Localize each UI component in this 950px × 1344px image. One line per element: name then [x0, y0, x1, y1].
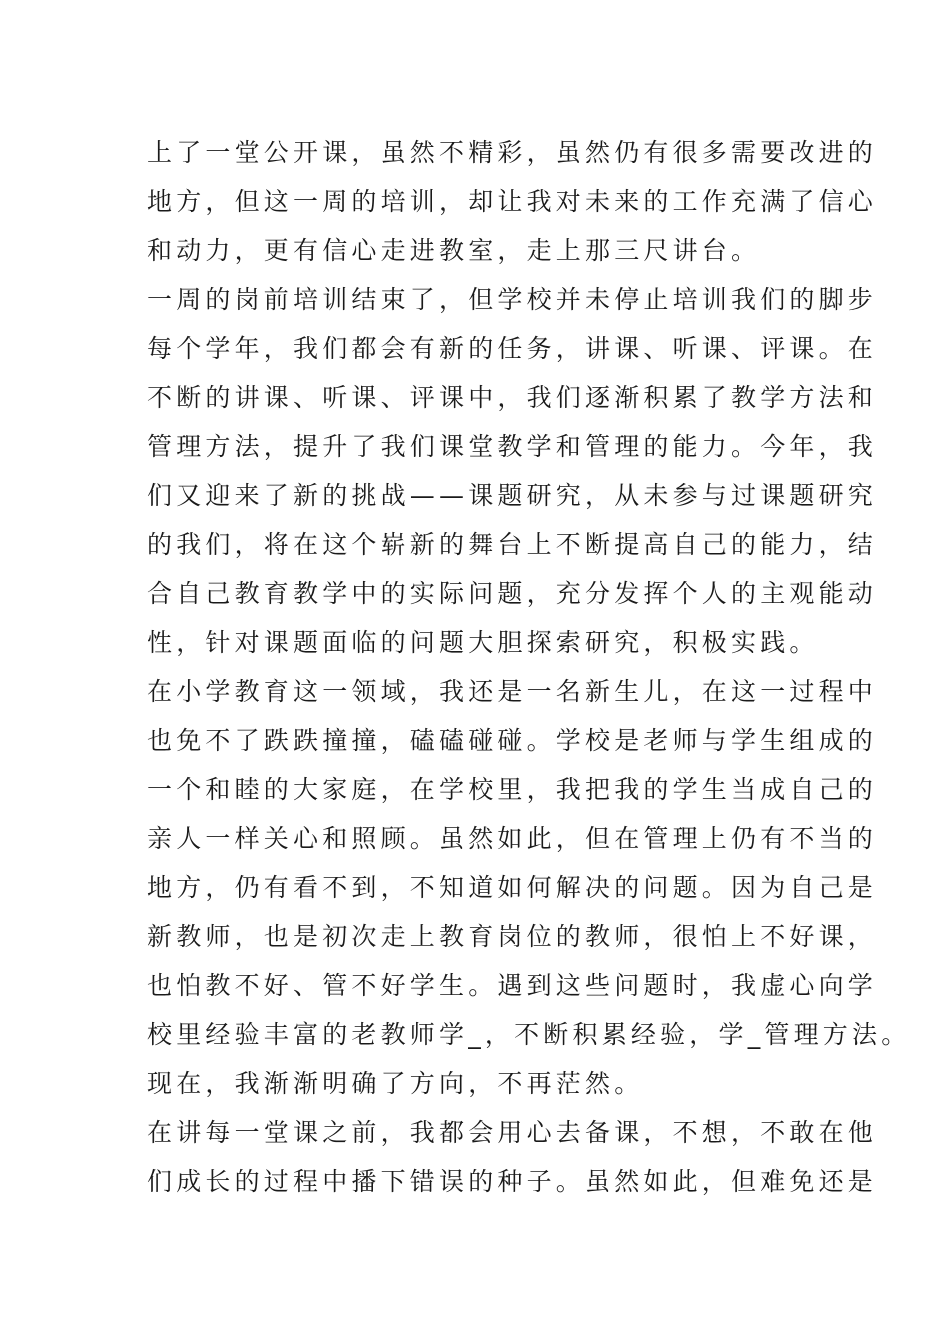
text-line: 在小学教育这一领域，我还是一名新生儿，在这一过程中 [147, 677, 878, 706]
text-line: 每个学年，我们都会有新的任务，讲课、听课、评课。在 [147, 334, 878, 363]
text-line: 亲人一样关心和照顾。虽然如此，但在管理上仍有不当的 [147, 824, 878, 853]
text-line: 合自己教育教学中的实际问题，充分发挥个人的主观能动 [147, 579, 878, 608]
text-line: 在讲每一堂课之前，我都会用心去备课，不想，不敢在他 [147, 1118, 878, 1147]
text-line: 现在，我渐渐明确了方向，不再茫然。 [147, 1069, 644, 1098]
text-line: 性，针对课题面临的问题大胆探索研究，积极实践。 [147, 628, 819, 657]
text-line: 也怕教不好、管不好学生。遇到这些问题时，我虚心向学 [147, 971, 878, 1000]
text-line: 上了一堂公开课，虽然不精彩，虽然仍有很多需要改进的 [147, 138, 878, 167]
text-line: 新教师，也是初次走上教育岗位的教师，很怕上不好课， [147, 922, 878, 951]
text-line: 们成长的过程中播下错误的种子。虽然如此，但难免还是 [147, 1167, 878, 1196]
text-line: 管理方法，提升了我们课堂教学和管理的能力。今年，我 [147, 432, 878, 461]
document-body [147, 128, 911, 1206]
text-line: 和动力，更有信心走进教室，走上那三尺讲台。 [147, 236, 761, 265]
text-line: 一个和睦的大家庭，在学校里，我把我的学生当成自己的 [147, 775, 878, 804]
text-line: 地方，但这一周的培训，却让我对未来的工作充满了信心 [147, 187, 878, 216]
text-line: 地方，仍有看不到，不知道如何解决的问题。因为自己是 [147, 873, 878, 902]
text-line: 也免不了跌跌撞撞，磕磕碰碰。学校是老师与学生组成的 [147, 726, 878, 755]
text-line: 一周的岗前培训结束了，但学校并未停止培训我们的脚步 [147, 285, 878, 314]
text-line: 的我们，将在这个崭新的舞台上不断提高自己的能力，结 [147, 530, 878, 559]
text-line: 不断的讲课、听课、评课中，我们逐渐积累了教学方法和 [147, 383, 878, 412]
text-line: 校里经验丰富的老教师学_，不断积累经验，学_管理方法。 [147, 1020, 911, 1049]
text-line: 们又迎来了新的挑战——课题研究，从未参与过课题研究 [147, 481, 878, 510]
